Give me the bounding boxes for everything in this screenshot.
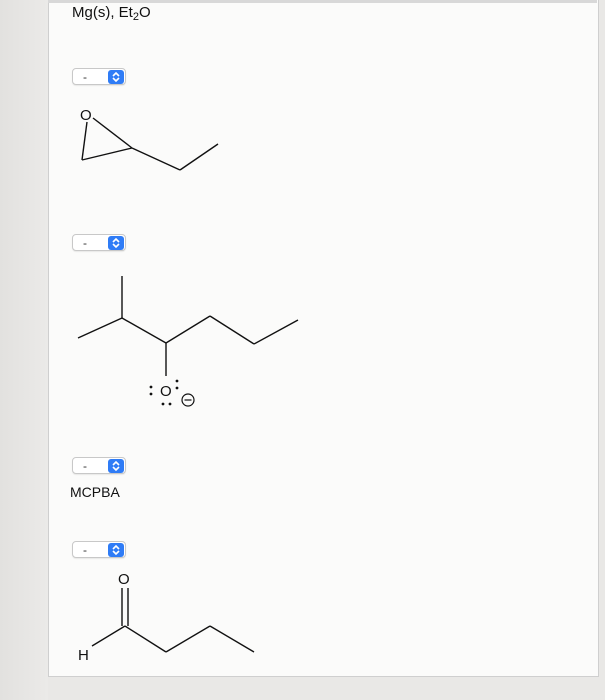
lone-pair-dot <box>162 403 165 406</box>
chevron-up-down-icon <box>108 70 124 84</box>
select-value: - <box>83 542 87 557</box>
epoxide-structure <box>70 100 230 180</box>
alkoxide-bond-c5-c6 <box>254 320 298 344</box>
reagent-subscript: 2 <box>132 11 139 23</box>
alkoxide-bond-c3-c4 <box>166 316 210 343</box>
aldehyde-bond-c2-c3 <box>166 626 210 652</box>
aldehyde-structure <box>70 566 270 666</box>
epoxide-bond-o-c2 <box>93 118 132 148</box>
aldehyde-bond-c-h <box>92 626 125 646</box>
alkoxide-bond-left-methyl <box>78 318 122 338</box>
chevron-up-down-icon <box>108 459 124 473</box>
epoxide-bond-o-c1 <box>82 122 87 160</box>
select-value: - <box>83 235 87 250</box>
epoxide-bond-c2-c3 <box>132 148 180 170</box>
aldehyde-bond-c3-c4 <box>210 626 254 652</box>
select-value: - <box>83 69 87 84</box>
alkoxide-bond-c2-c3 <box>122 318 166 343</box>
chevron-up-down-icon <box>108 236 124 250</box>
reagent-mg-et2o <box>72 4 151 23</box>
reagent-select-1[interactable] <box>72 68 126 85</box>
lone-pair-dot <box>169 403 172 406</box>
alkoxide-oxygen-label: O <box>160 383 172 400</box>
alkoxide-structure <box>70 268 310 428</box>
panel-top-border <box>48 0 597 3</box>
lone-pair-dot <box>176 380 179 383</box>
epoxide-bond-c1-c2 <box>82 148 132 160</box>
lone-pair-dot <box>176 387 179 390</box>
chevron-up-down-icon <box>108 543 124 557</box>
reagent-select-3[interactable] <box>72 457 126 474</box>
aldehyde-oxygen-label: O <box>118 571 130 588</box>
reagent-select-4[interactable] <box>72 541 126 558</box>
aldehyde-bond-c1-c2 <box>125 626 166 652</box>
reagent-prefix: Mg(s), Et <box>72 4 133 21</box>
aldehyde-hydrogen-label: H <box>78 647 89 664</box>
reagent-mcpba: MCPBA <box>70 484 120 500</box>
alkoxide-bond-c4-c5 <box>210 316 254 344</box>
epoxide-bond-c3-c4 <box>180 144 218 170</box>
background-edge <box>0 0 48 700</box>
lone-pair-dot <box>150 386 153 389</box>
reagent-suffix: O <box>138 4 151 21</box>
reagent-select-2[interactable] <box>72 234 126 251</box>
epoxide-oxygen-label: O <box>80 107 92 124</box>
select-value: - <box>83 458 87 473</box>
lone-pair-dot <box>150 393 153 396</box>
circled-minus-icon <box>182 394 194 406</box>
